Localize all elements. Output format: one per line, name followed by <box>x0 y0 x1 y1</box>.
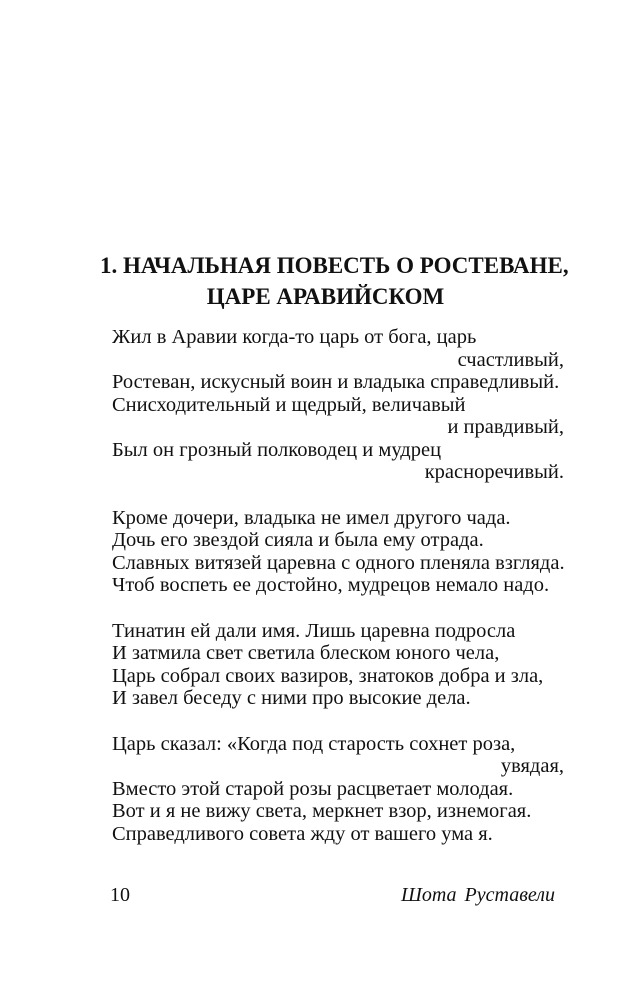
poem-line: Царь собрал своих вазиров, знатоков добра и зла, <box>112 664 544 687</box>
stanza-3 <box>112 620 564 710</box>
poem-line: Славных витязей царевна с одного пленяла взгляда. <box>112 551 565 574</box>
poem-line: Царь сказал: «Когда под старость сохнет роза, <box>112 732 516 755</box>
poem-line: Ростеван, искусный воин и владыка справедливый. <box>112 371 560 393</box>
poem-line: Чтоб воспеть ее достойно, мудрецов немало надо. <box>112 574 550 596</box>
poem-line-continuation: увядая, <box>500 755 564 777</box>
poem-line-continuation: и правдивый, <box>447 416 564 438</box>
poem-line: Тинатин ей дали имя. Лишь царевна подросла <box>112 619 516 642</box>
stanza-1 <box>112 326 564 484</box>
poem-line: Жил в Аравии когда-то царь от бога, царь <box>112 326 477 348</box>
poem-line: Кроме дочери, владыка не имел другого чада. <box>112 506 511 529</box>
stanza-4 <box>112 733 564 846</box>
page-number: 10 <box>110 884 130 906</box>
chapter-title-line-2: ЦАРЕ АРАВИЙСКОМ <box>206 284 445 309</box>
chapter-title-line-1: 1. НАЧАЛЬНАЯ ПОВЕСТЬ О РОСТЕВАНЕ, <box>100 253 569 278</box>
poem-line: Был он грозный полководец и мудрец <box>112 438 442 461</box>
running-footer-author: Шота Руставели <box>401 884 555 906</box>
stanza-2 <box>112 507 564 597</box>
poem-line-continuation: счастливый, <box>457 348 564 371</box>
chapter-title <box>100 250 569 312</box>
poem-line-continuation: красноречивый. <box>424 461 564 483</box>
poem-line: Снисходительный и щедрый, величавый <box>112 393 466 416</box>
poem-line: Дочь его звездой сияла и была ему отрада. <box>112 529 484 551</box>
poem-text <box>112 326 564 868</box>
poem-line: Справедливого совета жду от вашего ума я. <box>112 822 493 845</box>
poem-line: Вместо этой старой розы расцветает молодая. <box>112 777 514 800</box>
poem-line: И затмила свет светила блеском юного чела, <box>112 642 500 664</box>
poem-line: И завел беседу с ними про высокие дела. <box>112 687 471 709</box>
poem-line: Вот и я не вижу света, меркнет взор, изнемогая. <box>112 800 532 822</box>
